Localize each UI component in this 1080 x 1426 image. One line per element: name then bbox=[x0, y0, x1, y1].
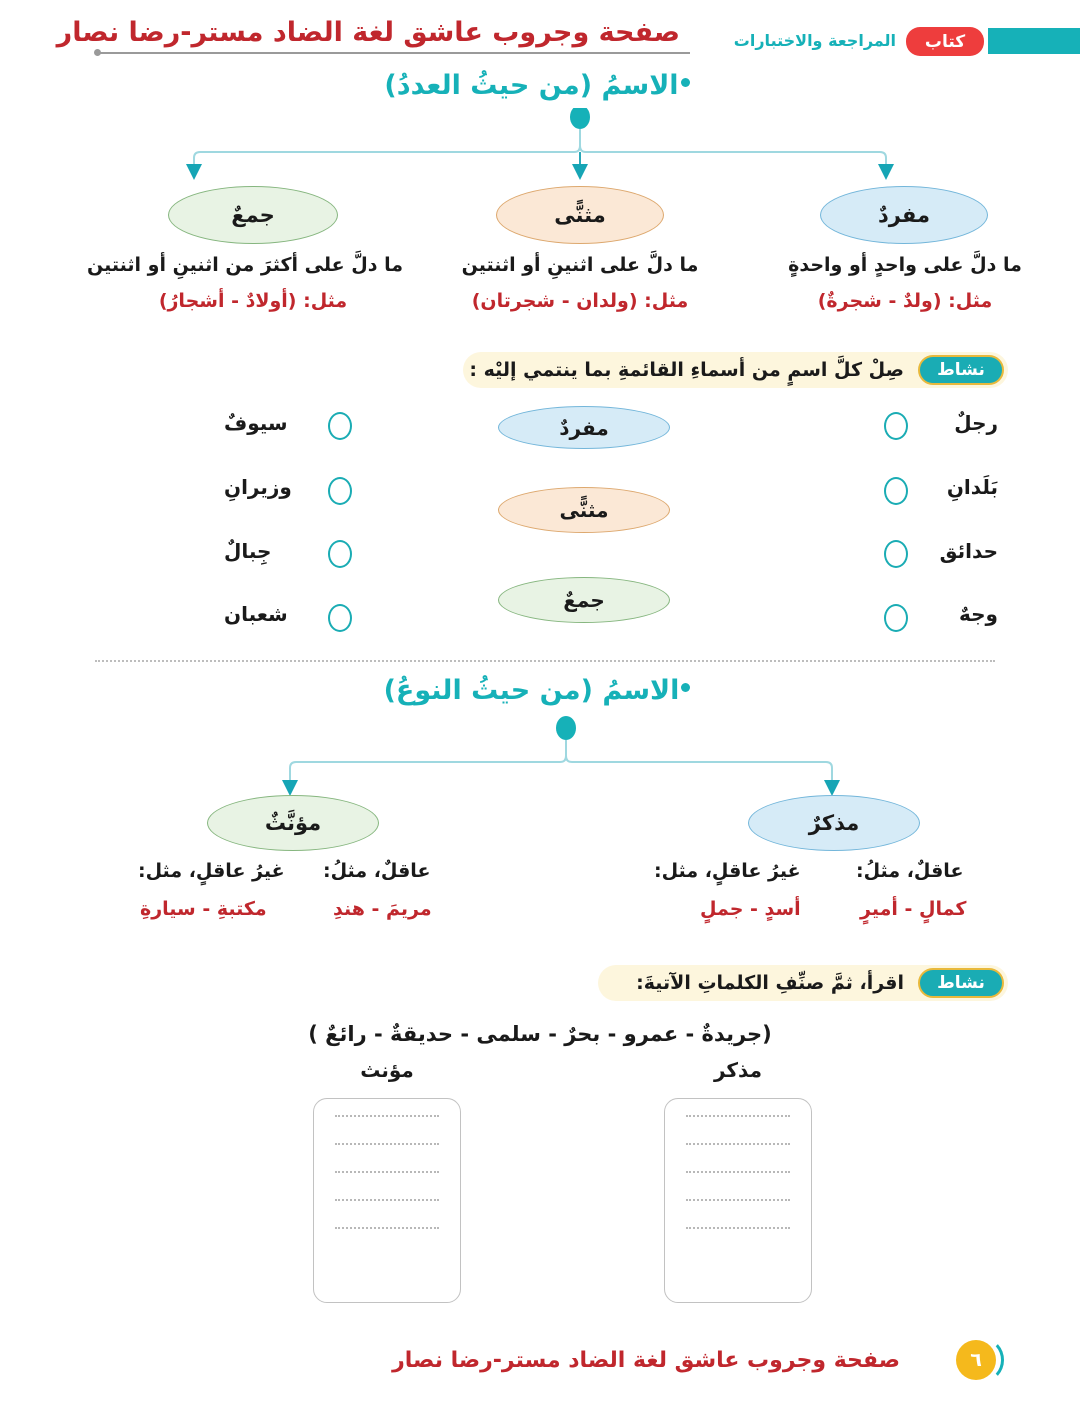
muannath-rational-label: عاقلٌ، مثلُ: bbox=[323, 860, 431, 882]
tree-root-node bbox=[570, 108, 590, 129]
answer-line bbox=[686, 1171, 790, 1173]
match-circle-left-2[interactable] bbox=[328, 540, 352, 568]
match-word-left-2: جِبالٌ bbox=[224, 539, 272, 563]
header-book-badge: كتاب bbox=[906, 27, 984, 56]
section-title-number-text: الاسمُ (من حيثُ العددُ) bbox=[384, 70, 679, 101]
node-example-jam: مثل: (أولادٌ - أشجارُ) bbox=[158, 290, 348, 312]
match-circle-right-1[interactable] bbox=[884, 477, 908, 505]
mudhakkar-irrational-label: غيرُ عاقلٍ، مثل: bbox=[654, 860, 801, 882]
answer-line bbox=[686, 1199, 790, 1201]
answer-line bbox=[686, 1115, 790, 1117]
mudhakkar-rational-example: كمالٍ - أميرٍ bbox=[860, 898, 967, 920]
answer-line bbox=[686, 1227, 790, 1229]
bullet-icon-two bbox=[681, 683, 690, 692]
answer-line bbox=[335, 1171, 439, 1173]
activity-text-one: صِلْ كلَّ اسمٍ من أسماءِ القائمةِ بما ينتمي إليْه : bbox=[469, 359, 904, 381]
match-word-left-3: شعبان bbox=[224, 602, 288, 626]
node-example-muthanna: مثل: (ولدان - شجرتان) bbox=[471, 290, 689, 312]
match-circle-right-2[interactable] bbox=[884, 540, 908, 568]
classify-box-muannath[interactable] bbox=[313, 1098, 461, 1303]
match-circle-left-1[interactable] bbox=[328, 477, 352, 505]
answer-line bbox=[335, 1227, 439, 1229]
match-option-muthanna[interactable]: مثنًّى bbox=[498, 487, 670, 533]
header-subject-label: المراجعة والاختبارات bbox=[733, 31, 896, 50]
match-word-right-1: بَلَدانِ bbox=[946, 475, 998, 499]
match-word-right-3: وجهٌ bbox=[959, 602, 998, 626]
activity-banner-two bbox=[598, 965, 1008, 1001]
header-divider-dot bbox=[94, 49, 101, 56]
node-oval-mufrad: مفردٌ bbox=[820, 186, 988, 244]
classify-box-mudhakkar[interactable] bbox=[664, 1098, 812, 1303]
answer-line bbox=[686, 1143, 790, 1145]
page-header bbox=[0, 0, 1080, 70]
node-desc-mufrad: ما دلَّ على واحدٍ أو واحدةٍ bbox=[788, 254, 1022, 276]
section-title-gender-text: الاسمُ (من حيثُ النوعُ) bbox=[383, 675, 680, 706]
activity-banner-one bbox=[463, 352, 1008, 388]
header-teal-bar bbox=[988, 28, 1080, 54]
mudhakkar-rational-label: عاقلٌ، مثلُ: bbox=[856, 860, 964, 882]
classify-word-bank: (جريدةٌ - عمرو - بحرٌ - سلمى - حديقةٌ - رائعٌ ) bbox=[308, 1022, 772, 1046]
footer-page-indicator bbox=[956, 1340, 1002, 1386]
match-circle-right-0[interactable] bbox=[884, 412, 908, 440]
muannath-rational-example: مريمَ - هندِ bbox=[333, 898, 432, 920]
match-circle-right-3[interactable] bbox=[884, 604, 908, 632]
match-option-mufrad[interactable]: مفردٌ bbox=[498, 406, 670, 449]
section-divider bbox=[95, 660, 995, 662]
classify-box-label-mudhakkar: مذكر bbox=[713, 1058, 762, 1082]
muannath-irrational-example: مكتبةِ - سيارةِ bbox=[140, 898, 267, 920]
answer-line bbox=[335, 1199, 439, 1201]
tree-root-node-gender bbox=[556, 716, 576, 740]
classify-box-label-muannath: مؤنث bbox=[360, 1058, 414, 1082]
match-circle-left-0[interactable] bbox=[328, 412, 352, 440]
node-desc-muthanna: ما دلَّ على اثنينِ أو اثنتين bbox=[461, 254, 699, 276]
node-example-mufrad: مثل: (ولدٌ - شجرةٌ) bbox=[817, 290, 993, 312]
bullet-icon bbox=[681, 78, 690, 87]
node-oval-jam: جمعٌ bbox=[168, 186, 338, 244]
tree-connector-number bbox=[150, 108, 940, 188]
tree-connector-gender bbox=[250, 716, 870, 801]
page-number: ٦ bbox=[956, 1340, 996, 1380]
match-option-jam[interactable]: جمعٌ bbox=[498, 577, 670, 623]
node-oval-muthanna: مثنًّى bbox=[496, 186, 664, 244]
mudhakkar-irrational-example: أسدٍ - جملٍ bbox=[700, 898, 801, 920]
match-word-left-1: وزيرانِ bbox=[224, 475, 292, 499]
activity-pill-one: نشاط bbox=[918, 355, 1004, 385]
node-oval-muannath: مؤنَّثٌ bbox=[207, 795, 379, 851]
activity-text-two: اقرأ، ثمَّ صنِّفِ الكلماتِ الآتيةَ: bbox=[636, 972, 904, 994]
section-title-gender bbox=[0, 675, 1080, 706]
answer-line bbox=[335, 1115, 439, 1117]
section-title-number bbox=[0, 70, 1080, 101]
node-desc-jam: ما دلَّ على أكثرَ من اثنينِ أو اثنتين bbox=[87, 254, 403, 276]
activity-pill-two: نشاط bbox=[918, 968, 1004, 998]
match-word-right-2: حدائق bbox=[939, 539, 998, 563]
answer-line bbox=[335, 1143, 439, 1145]
header-divider-rule bbox=[98, 52, 690, 54]
node-oval-mudhakkar: مذكرٌ bbox=[748, 795, 920, 851]
muannath-irrational-label: غيرُ عاقلٍ، مثل: bbox=[138, 860, 285, 882]
footer-credit: صفحة وجروب عاشق لغة الضاد مستر-رضا نصار bbox=[392, 1348, 900, 1373]
match-circle-left-3[interactable] bbox=[328, 604, 352, 632]
header-title: صفحة وجروب عاشق لغة الضاد مستر-رضا نصار bbox=[56, 17, 680, 48]
match-word-left-0: سيوفٌ bbox=[224, 411, 288, 435]
match-word-right-0: رجلٌ bbox=[954, 411, 998, 435]
